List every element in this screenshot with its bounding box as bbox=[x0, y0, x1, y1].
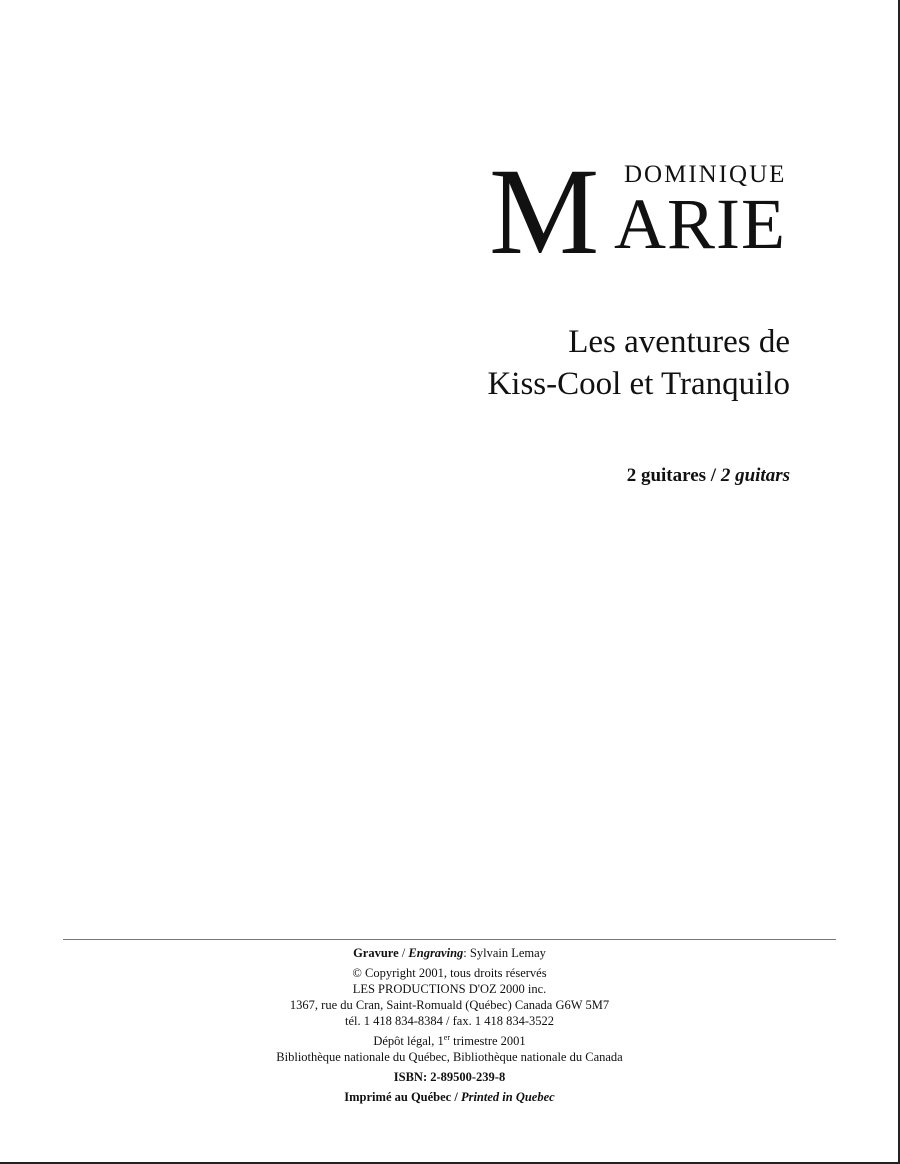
printed-in bbox=[63, 1089, 836, 1105]
colophon bbox=[63, 945, 836, 1105]
composer-first-name: DOMINIQUE bbox=[624, 161, 787, 188]
legal-deposit-suffix: trimestre 2001 bbox=[450, 1034, 526, 1048]
printed-in-en: Printed in Quebec bbox=[460, 1090, 555, 1104]
composer-name bbox=[489, 143, 809, 280]
legal-deposit bbox=[63, 1033, 836, 1049]
work-title-line-2: Kiss-Cool et Tranquilo bbox=[487, 366, 790, 402]
engraver-name: : Sylvain Lemay bbox=[463, 946, 546, 960]
publisher-phone: tél. 1 418 834-8384 / fax. 1 418 834-3522 bbox=[344, 1014, 554, 1028]
engraving-label-fr: Gravure bbox=[353, 946, 399, 960]
engraving-label-en: Engraving bbox=[408, 946, 464, 960]
engraving-credit bbox=[63, 945, 836, 961]
libraries-line: Bibliothèque nationale du Québec, Bibliothèque nationale du Canada bbox=[276, 1050, 623, 1064]
copyright-line: © Copyright 2001, tous droits réservés bbox=[352, 966, 547, 980]
engraving-separator: / bbox=[398, 946, 409, 960]
work-title-line-1: Les aventures de bbox=[568, 324, 790, 360]
work-title bbox=[487, 321, 790, 405]
composer-initial: M bbox=[489, 143, 598, 280]
footer-divider bbox=[63, 939, 836, 940]
legal-deposit-prefix: Dépôt légal, 1 bbox=[373, 1034, 444, 1048]
composer-last-name: ARIE bbox=[614, 184, 786, 264]
publisher-name: LES PRODUCTIONS D'OZ 2000 inc. bbox=[352, 982, 547, 996]
instrumentation bbox=[627, 465, 790, 487]
isbn: ISBN: 2-89500-239-8 bbox=[393, 1070, 506, 1084]
publisher-address: 1367, rue du Cran, Saint-Romuald (Québec) Canada G6W 5M7 bbox=[289, 998, 610, 1012]
printed-in-fr: Imprimé au Québec / bbox=[344, 1090, 461, 1104]
instrumentation-fr: 2 guitares / bbox=[626, 465, 721, 486]
instrumentation-en: 2 guitars bbox=[720, 465, 790, 486]
legal-deposit-sup: er bbox=[443, 1032, 450, 1042]
